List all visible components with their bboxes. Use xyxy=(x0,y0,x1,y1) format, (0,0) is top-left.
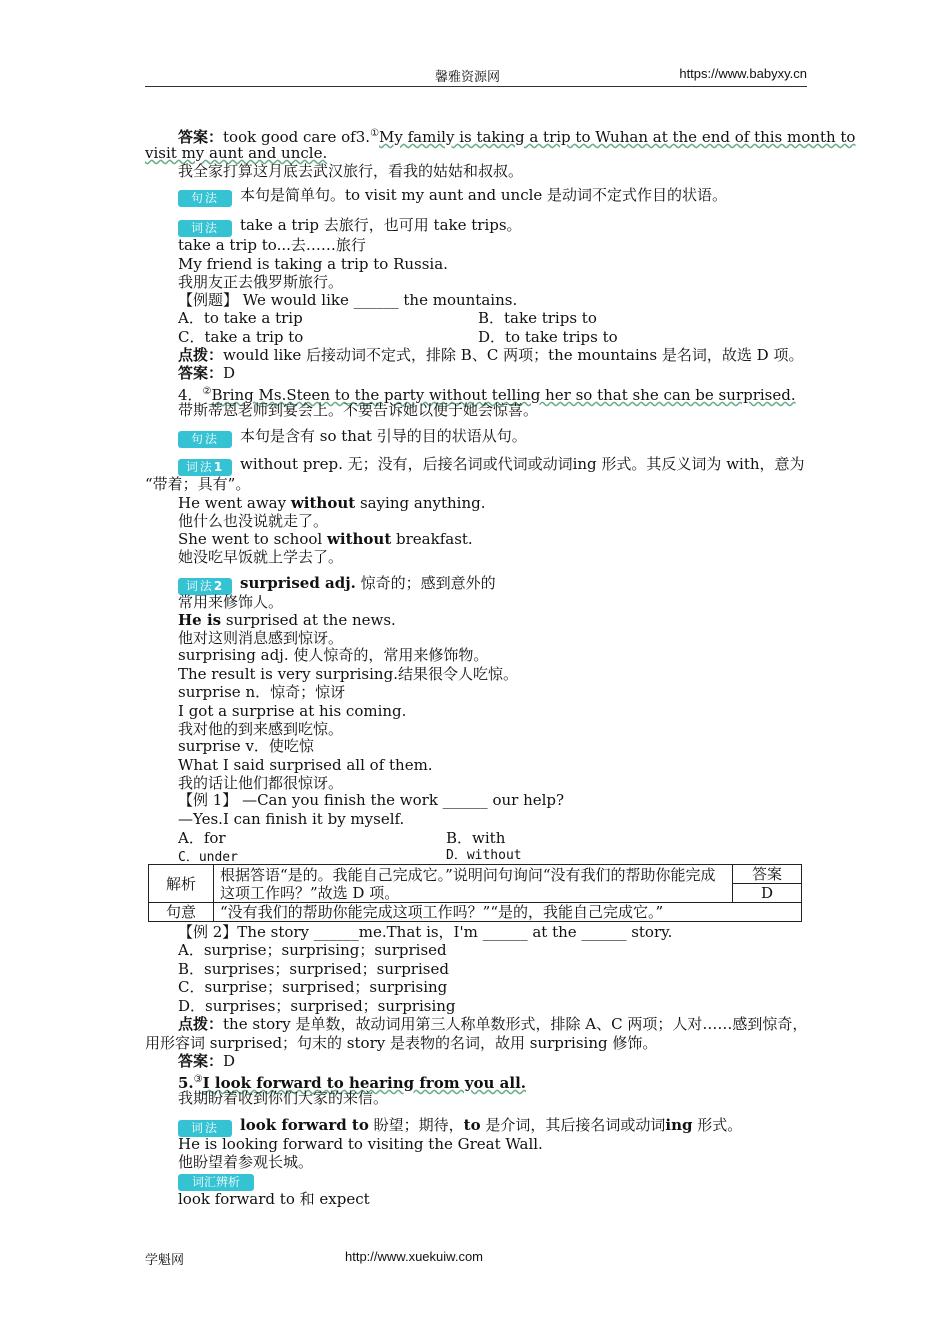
vocab-analysis-tag: 词汇辨析 xyxy=(178,1174,254,1191)
header-url: https://www.babyxy.cn xyxy=(679,66,807,81)
footer-url: http://www.xuekuiw.com xyxy=(345,1249,483,1264)
example-question: 【例题】 We would like ______ the mountains. xyxy=(178,291,518,309)
page-footer xyxy=(145,1249,483,1268)
answer-line: 答案：D xyxy=(178,364,236,382)
option: B．surprises；surprised；surprised xyxy=(178,960,449,978)
header-site-name: 馨雅资源网 xyxy=(435,69,501,84)
text-line: 我对他的到来感到吃惊。 xyxy=(178,720,344,738)
text-line: surprise n．惊奇；惊讶 xyxy=(178,683,346,701)
text-line: 他什么也没说就走了。 xyxy=(178,512,329,530)
answer-label: 答案 xyxy=(733,865,802,884)
example-question: 【例 2】The story ______me.That is，I'm ______ at the ______ story. xyxy=(178,923,673,941)
text-line: 常用来修饰人。 xyxy=(178,593,284,611)
text-line: look forward to 和 expect xyxy=(178,1190,370,1208)
lexicon-tag: 词法 xyxy=(178,1120,232,1137)
text-line: She went to school without breakfast. xyxy=(178,530,473,548)
lexical-note: 词法1 without prep. 无；没有，后接名词或代词或动词ing 形式。其反义词为 with，意为 xyxy=(178,455,805,476)
sentence-cont: visit my aunt and uncle. xyxy=(145,144,328,162)
syntax-tag: 句法 xyxy=(178,431,232,448)
text-line: 用形容词 surprised；句末的 story 是表物的名词，故用 surprising 修饰。 xyxy=(145,1034,658,1052)
sentence-5: 5.③I look forward to hearing from you all. xyxy=(178,1074,526,1092)
text-line: 我朋友正去俄罗斯旅行。 xyxy=(178,273,344,291)
syntax-tag: 句法 xyxy=(178,190,232,207)
option: D．surprises；surprised；surprising xyxy=(178,997,456,1015)
text-line: What I said surprised all of them. xyxy=(178,756,433,774)
answer-line: 答案：took good care of3.①My family is taking a trip to Wuhan at the end of this month to xyxy=(178,128,856,146)
text-line: The result is very surprising.结果很令人吃惊。 xyxy=(178,665,518,683)
meaning-label: 句意 xyxy=(149,903,214,922)
answer-value: D xyxy=(733,884,802,903)
text-line: 我的话让他们都很惊讶。 xyxy=(178,774,344,792)
footer-site: 学魁网 xyxy=(145,1252,185,1267)
options-row: C．under D．without xyxy=(178,848,522,865)
text-line: surprising adj. 使人惊奇的，常用来修饰物。 xyxy=(178,646,489,664)
translation: 带斯蒂恩老师到宴会上。不要告诉她以便于她会惊喜。 xyxy=(178,401,539,419)
lexicon-tag: 词法2 xyxy=(178,578,232,595)
example-question: 【例 1】 —Can you finish the work ______ our help? xyxy=(178,791,565,809)
text-line: I got a surprise at his coming. xyxy=(178,702,407,720)
analysis-text: 根据答语“是的。我能自己完成它。”说明问句询问“没有我们的帮助你能完成这项工作吗？”故选 D 项。 xyxy=(214,865,733,903)
text-line: surprise v．使吃惊 xyxy=(178,737,314,755)
text-line: 她没吃早饭就上学去了。 xyxy=(178,548,344,566)
explanation-table xyxy=(148,864,802,922)
vocab-tag-line xyxy=(178,1170,262,1191)
lexical-note: 词法2 surprised adj. 惊奇的；感到意外的 xyxy=(178,574,496,595)
text-line: He went away without saying anything. xyxy=(178,494,486,512)
page-header xyxy=(145,66,807,87)
sentence-4: 4．②Bring Ms.Steen to the party without telling her so that she can be surprised. xyxy=(178,386,796,404)
meaning-text: “没有我们的帮助你能完成这项工作吗？”“是的，我能自己完成它。” xyxy=(214,903,802,922)
text-line: He is surprised at the news. xyxy=(178,611,396,629)
option: A．surprise；surprising；surprised xyxy=(178,941,447,959)
hint-line: 点拨：the story 是单数，故动词用第三人称单数形式，排除 A、C 两项；人对……感到惊奇， xyxy=(178,1015,808,1033)
lexical-note: 词法 take a trip 去旅行，也可用 take trips。 xyxy=(178,216,522,237)
translation: 我全家打算这月底去武汉旅行，看我的姑姑和叔叔。 xyxy=(178,162,524,180)
hint-line: 点拨：would like 后接动词不定式，排除 B、C 两项；the mountains 是名词，故选 D 项。 xyxy=(178,346,804,364)
options-row: A．for B．with xyxy=(178,829,506,847)
option: C．surprise；surprised；surprising xyxy=(178,978,448,996)
lexical-note: 词法 look forward to 盼望；期待，to 是介词，其后接名词或动词ing 形式。 xyxy=(178,1116,742,1137)
text-line: 他对这则消息感到惊讶。 xyxy=(178,629,344,647)
options-row: C．take a trip to D．to take trips to xyxy=(178,328,618,346)
text-line: My friend is taking a trip to Russia. xyxy=(178,255,448,273)
lexicon-tag: 词法 xyxy=(178,220,232,237)
options-row: A．to take a trip B．take trips to xyxy=(178,309,597,327)
text-line: take a trip to...去……旅行 xyxy=(178,236,366,254)
grammar-note: 句法 本句是简单句。to visit my aunt and uncle 是动词不定式作目的状语。 xyxy=(178,186,727,207)
text-line: 他盼望着参观长城。 xyxy=(178,1153,314,1171)
text-line: He is looking forward to visiting the Great Wall. xyxy=(178,1135,543,1153)
translation: 我期盼着收到你们大家的来信。 xyxy=(178,1089,389,1107)
text-line: —Yes.I can finish it by myself. xyxy=(178,810,405,828)
answer-line: 答案：D xyxy=(178,1052,236,1070)
lexicon-tag: 词法1 xyxy=(178,459,232,476)
text-line: “带着；具有”。 xyxy=(145,475,251,493)
analysis-label: 解析 xyxy=(149,865,214,903)
grammar-note: 句法 本句是含有 so that 引导的目的状语从句。 xyxy=(178,427,527,448)
